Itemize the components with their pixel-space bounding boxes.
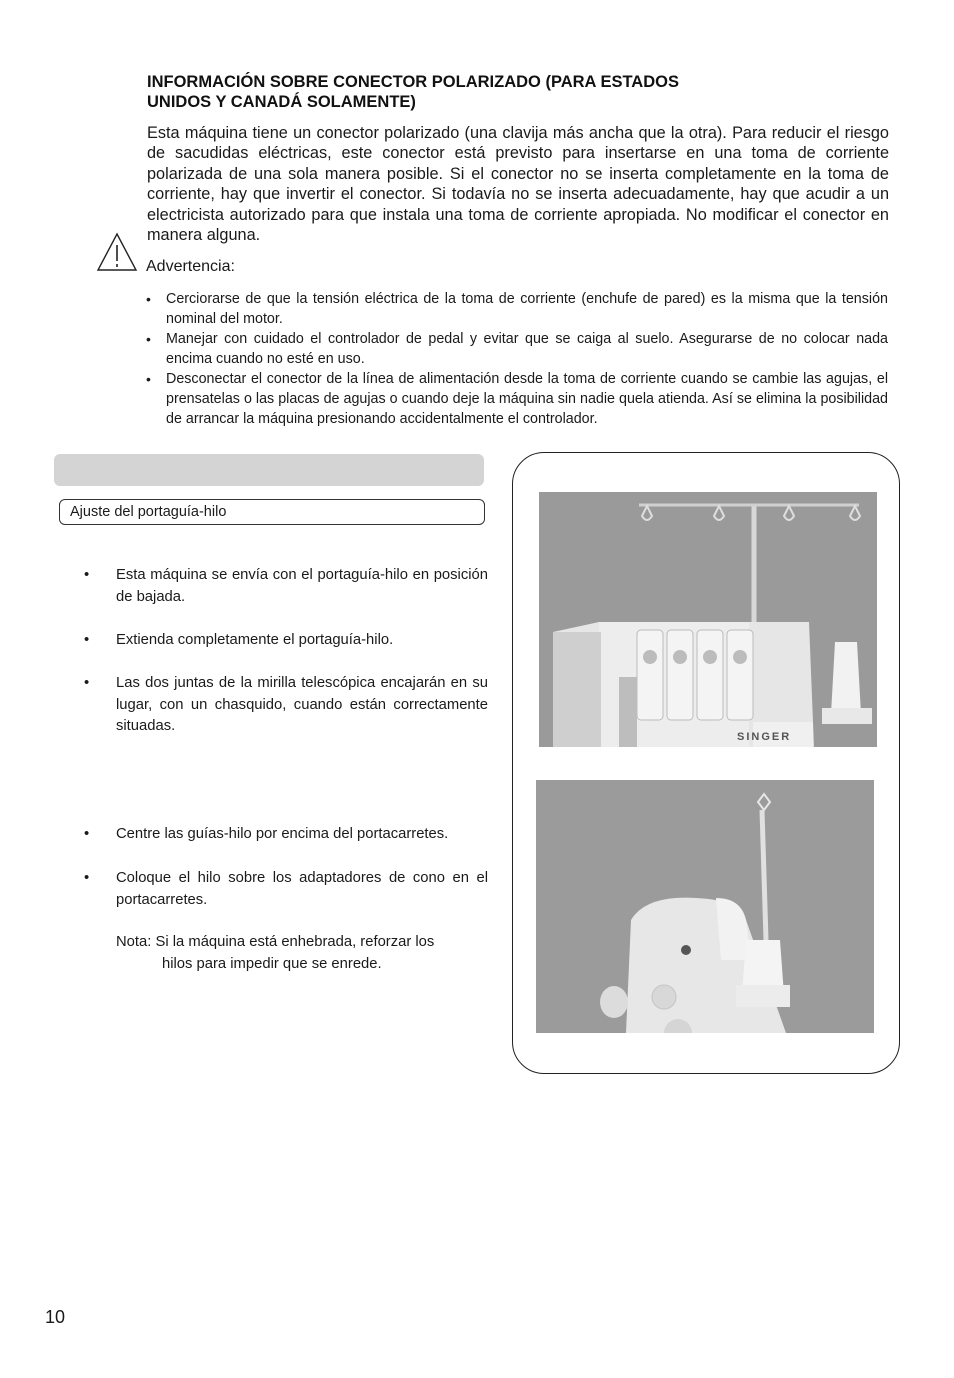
page-number: 10 bbox=[45, 1307, 66, 1327]
bullet-icon: • bbox=[84, 826, 90, 842]
warning-item: • Manejar con cuidado el controlador de pedal y evitar que se caiga al suelo. Asegurarse de no colocar nada encima cuando no esté en uso. bbox=[146, 329, 888, 369]
intro-paragraph: Esta máquina tiene un conector polarizado (una clavija más ancha que la otra). Para reducir el riesgo de sacudidas eléctricas, este conector está previsto para insertarse en una toma de corriente polarizada de una sola manera posible. Si el conector no se inserta completamente en la toma de corriente, hay que invertir el conector. Si todavía no se inserta adecuadamente, hay que acudir a un electricista autorizado para que instala una toma de corriente apropiada. No modificar el conector en manera alguna. bbox=[147, 124, 889, 245]
note-line-2: hilos para impedir que se enrede. bbox=[162, 956, 382, 972]
page-title bbox=[147, 72, 847, 112]
instruction-item: • Extienda completamente el portaguía-hilo. bbox=[84, 630, 488, 652]
instruction-item: • Centre las guías-hilo por encima del portacarretes. bbox=[84, 824, 488, 846]
bullet-icon: • bbox=[84, 567, 90, 583]
note bbox=[116, 931, 496, 975]
instruction-item: • Las dos juntas de la mirilla telescópica encajarán en su lugar, con un chasquido, cuando están correctamente situadas. bbox=[84, 675, 488, 734]
section-subheading: Ajuste del portaguía-hilo bbox=[59, 499, 485, 525]
warning-list bbox=[146, 289, 888, 429]
bullet-icon: • bbox=[84, 870, 90, 886]
serger-photo bbox=[539, 492, 877, 747]
thread-stand-photo bbox=[536, 780, 874, 1033]
note-line-1: Nota: Si la máquina está enhebrada, reforzar los bbox=[116, 934, 435, 950]
brand-label: SINGER bbox=[737, 731, 792, 743]
title-line-1: INFORMACIÓN SOBRE CONECTOR POLARIZADO (PARA ESTADOS bbox=[147, 73, 679, 91]
instruction-item: • Esta máquina se envía con el portaguía-hilo en posición de bajada. bbox=[84, 567, 488, 605]
warning-icon bbox=[96, 232, 138, 272]
bullet-icon: • bbox=[84, 675, 90, 691]
title-line-2: UNIDOS Y CANADÁ SOLAMENTE) bbox=[147, 93, 416, 111]
instruction-item: • Coloque el hilo sobre los adaptadores de cono en el portacarretes. bbox=[84, 870, 488, 908]
warning-item: • Cerciorarse de que la tensión eléctrica de la toma de corriente (enchufe de pared) es la misma que la tensión nominal del motor. bbox=[146, 289, 888, 329]
bullet-icon: • bbox=[84, 632, 90, 648]
warning-label: Advertencia: bbox=[146, 258, 235, 275]
section-header-bar bbox=[54, 454, 484, 486]
warning-item: • Desconectar el conector de la línea de alimentación desde la toma de corriente cuando se cambie las agujas, el prensatelas o las placas de agujas o cuando deje la máquina sin nadie quela atienda. Así se elimina la posibilidad de arrancar la máquina presionando accidentalmente el controlador. bbox=[146, 369, 888, 429]
